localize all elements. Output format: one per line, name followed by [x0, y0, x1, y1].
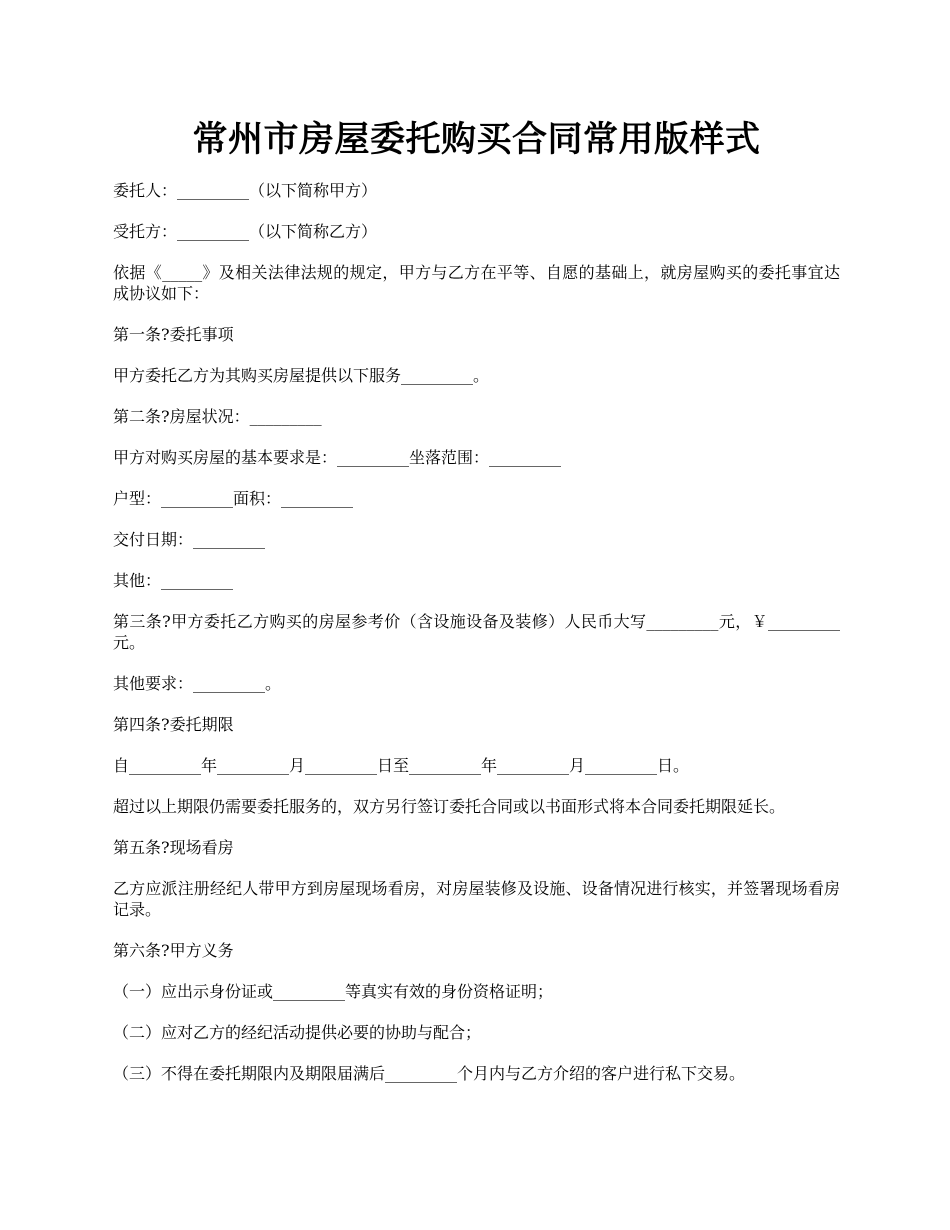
- clause-agent: 受托方：_________（以下简称乙方）: [113, 222, 378, 241]
- period-extension: 超过以上期限仍需要委托服务的，双方另行签订委托合同或以书面形式将本合同委托期限延长。: [113, 797, 786, 816]
- house-type-area: 户型：_________面积：_________: [113, 489, 354, 508]
- other-requirements: 其他要求：_________。: [113, 674, 282, 693]
- clause-principal: 委托人：_________（以下简称甲方）: [113, 181, 378, 200]
- article-6-heading: 第六条?甲方义务: [113, 941, 234, 960]
- house-other: 其他：_________: [113, 571, 234, 590]
- document-title: 常州市房屋委托购买合同常用版样式: [192, 119, 761, 160]
- entrust-period: 自_________年_________月_________日至_________年_________月_________日。: [113, 756, 690, 775]
- obligation-2: （二）应对乙方的经纪活动提供必要的协助与配合；: [113, 1023, 482, 1042]
- delivery-date: 交付日期：_________: [113, 530, 266, 549]
- document-body: [113, 180, 840, 1084]
- article-1-heading: 第一条?委托事项: [113, 325, 234, 344]
- article-2-heading: 第二条?房屋状况：_________: [113, 407, 322, 426]
- house-requirements: 甲方对购买房屋的基本要求是：_________坐落范围：_________: [113, 448, 562, 467]
- obligation-1: （一）应出示身份证或_________等真实有效的身份资格证明；: [113, 982, 554, 1001]
- article-3-price: 第三条?甲方委托乙方购买的房屋参考价（含设施设备及装修）人民币大写_________元，￥_________元。: [113, 612, 840, 652]
- article-1-content: 甲方委托乙方为其购买房屋提供以下服务_________。: [113, 366, 490, 385]
- article-4-heading: 第四条?委托期限: [113, 715, 234, 734]
- clause-preamble: 依据《_____》及相关法律法规的规定，甲方与乙方在平等、自愿的基础上，就房屋购买的委托事宜达成协议如下：: [113, 263, 840, 303]
- site-viewing: 乙方应派注册经纪人带甲方到房屋现场看房，对房屋装修及设施、设备情况进行核实，并签署现场看房记录。: [113, 879, 840, 919]
- article-5-heading: 第五条?现场看房: [113, 838, 234, 857]
- obligation-3: （三）不得在委托期限内及期限届满后_________个月内与乙方介绍的客户进行私下交易。: [113, 1064, 746, 1083]
